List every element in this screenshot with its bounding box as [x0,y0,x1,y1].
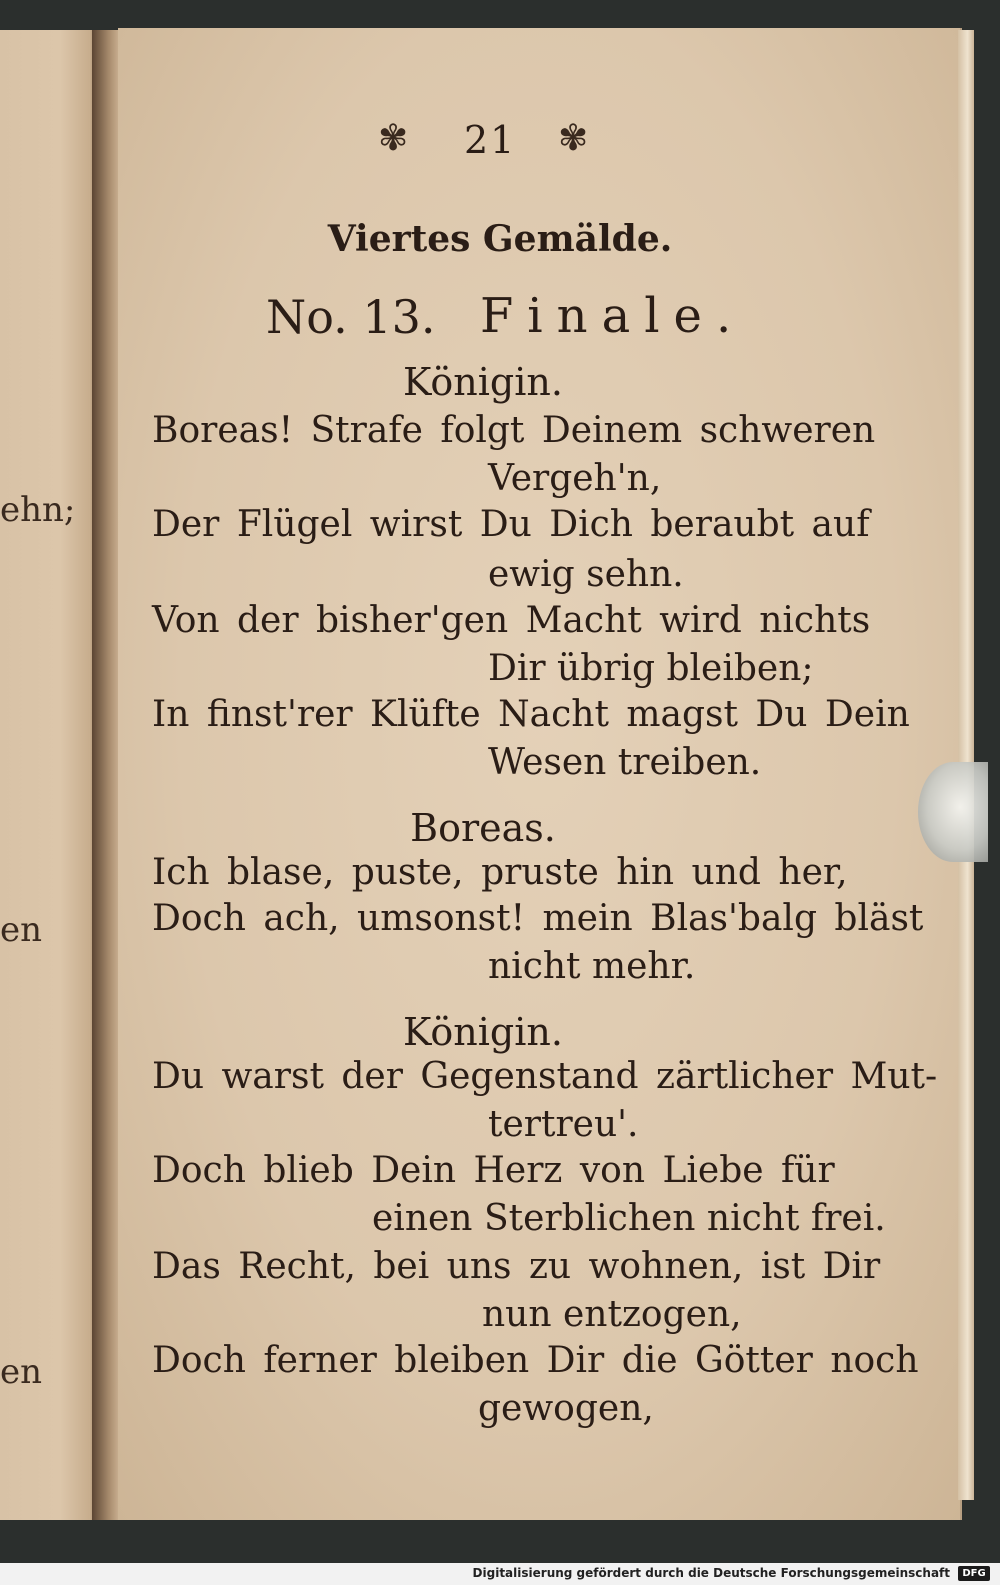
verse-continuation: nun entzogen, [482,1294,742,1335]
verse-continuation: ewig sehn. [488,554,684,595]
verse-continuation: Dir übrig bleiben; [488,648,814,689]
verse-continuation: tertreu'. [488,1104,639,1145]
page-clip [918,762,988,862]
speaker-name: Boreas. [410,806,556,850]
left-page-fragment: en [0,910,43,950]
verse-line: Doch blieb Dein Herz von Liebe für [152,1150,835,1191]
verse-line: In finst'rer Klüfte Nacht magst Du Dein [152,694,910,735]
verse-continuation: Wesen treiben. [488,742,762,783]
verse-line: Der Flügel wirst Du Dich beraubt auf [152,504,870,545]
left-page-fragment: en [0,1352,43,1392]
funding-credit: Digitalisierung gefördert durch die Deutsche Forschungsgemeinschaft [472,1566,950,1580]
speaker-name: Königin. [403,1010,563,1054]
verse-continuation: einen Sterblichen nicht frei. [372,1198,886,1239]
verse-continuation: gewogen, [478,1388,654,1429]
left-page-fragment: ehn; [0,490,76,530]
scene-title: Viertes Gemälde. [327,218,673,260]
verse-continuation: Vergeh'n, [488,458,662,499]
verse-line: Ich blase, puste, pruste hin und her, [152,852,848,893]
verse-line: Von der bisher'gen Macht wird nichts [152,600,871,641]
verse-continuation: nicht mehr. [488,946,696,987]
speaker-name: Königin. [403,360,563,404]
page-number: 21 [464,118,517,162]
verse-line: Boreas! Strafe folgt Deinem schweren [152,410,876,451]
ornament-icon: ✾ [558,118,589,159]
verse-line: Du warst der Gegenstand zärtlicher Mut- [152,1056,938,1097]
verse-line: Doch ach, umsonst! mein Blas'balg bläst [152,898,924,939]
dfg-logo-icon: DFG [958,1566,990,1581]
section-title: Finale. [480,288,746,344]
ornament-icon: ✾ [378,118,409,159]
footer-bar [0,1563,1000,1585]
verse-line: Doch ferner bleiben Dir die Götter noch [152,1340,919,1381]
verse-line: Das Recht, bei uns zu wohnen, ist Dir [152,1246,881,1287]
number-label: No. 13. [266,290,436,344]
